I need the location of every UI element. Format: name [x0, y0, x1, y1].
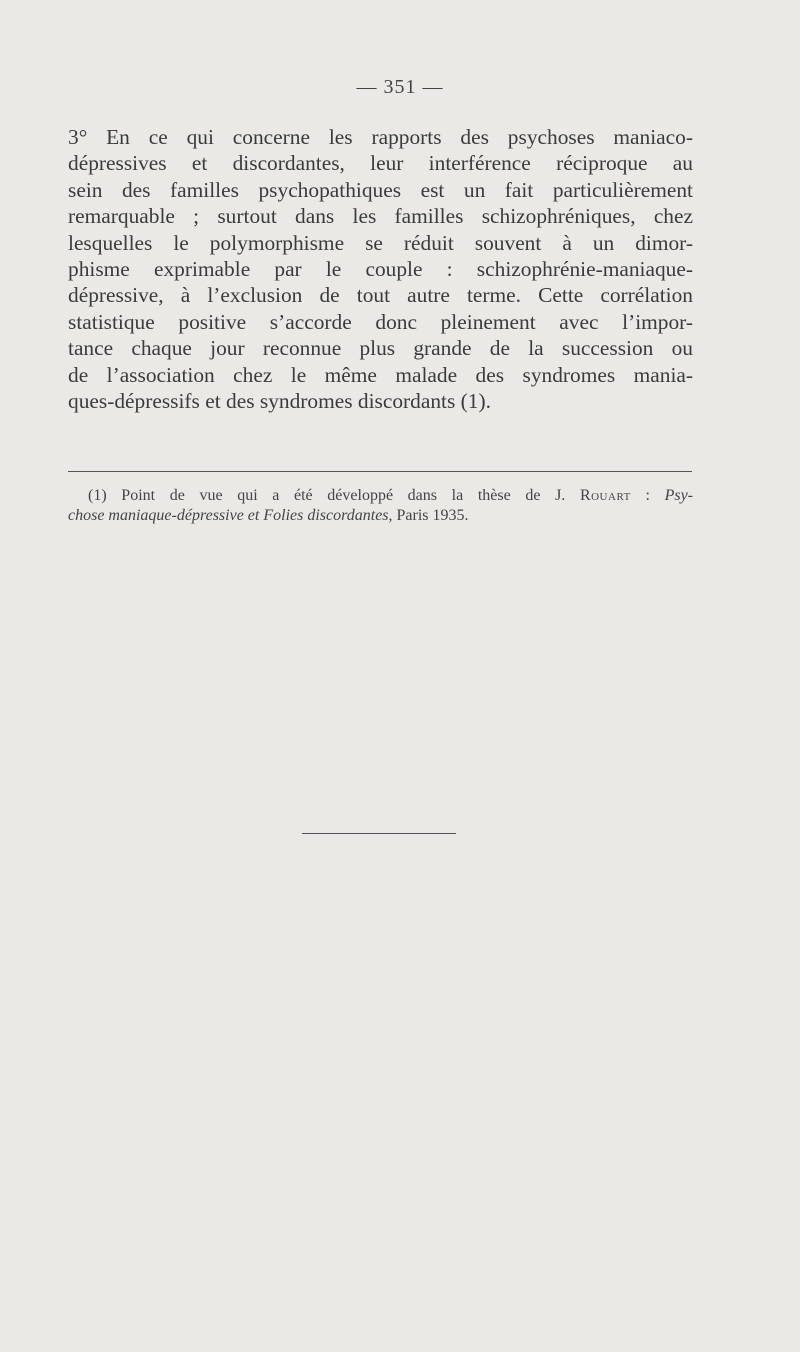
- footnote: [68, 486, 693, 526]
- main-paragraph: [68, 124, 693, 414]
- paragraph-line: tance chaque jour reconnue plus grande de la succession ou: [68, 336, 693, 361]
- footnote-prefix: (1) Point de vue qui a été développé dans la thèse de J.: [88, 487, 580, 504]
- page-number: — 351 —: [356, 76, 444, 98]
- footnote-line: [68, 486, 693, 506]
- paragraph-line: statistique positive s’accorde donc pleinement avec l’impor-: [68, 309, 693, 334]
- paragraph-line: remarquable ; surtout dans les familles schizophréniques, chez: [68, 204, 693, 229]
- paragraph-line: 3° En ce qui concerne les rapports des psychoses maniaco-: [68, 125, 693, 149]
- paragraph-line: dépressives et discordantes, leur interférence réciproque au: [68, 151, 693, 176]
- footnote-separator: [68, 471, 692, 472]
- footnote-title-part2: chose maniaque-dépressive et Folies discordantes: [68, 507, 389, 524]
- paragraph-line: de l’association chez le même malade des syndromes mania-: [68, 362, 693, 387]
- section-end-rule: [302, 833, 456, 834]
- paragraph-line: ques-dépressifs et des syndromes discordants (1).: [68, 389, 491, 414]
- footnote-suffix: , Paris 1935.: [388, 507, 469, 524]
- footnote-author: Rouart: [579, 487, 631, 504]
- paragraph-line: dépressive, à l’exclusion de tout autre terme. Cette corrélation: [68, 283, 693, 308]
- footnote-line: [68, 506, 693, 526]
- paragraph-line: lesquelles le polymorphisme se réduit souvent à un dimor-: [68, 230, 693, 255]
- footnote-title-part1: Psy-: [664, 487, 693, 504]
- paragraph-line: phisme exprimable par le couple : schizophrénie-maniaque-: [68, 257, 693, 282]
- paragraph-line: sein des familles psychopathiques est un fait particulièrement: [68, 177, 693, 202]
- footnote-separator-text: :: [630, 487, 665, 504]
